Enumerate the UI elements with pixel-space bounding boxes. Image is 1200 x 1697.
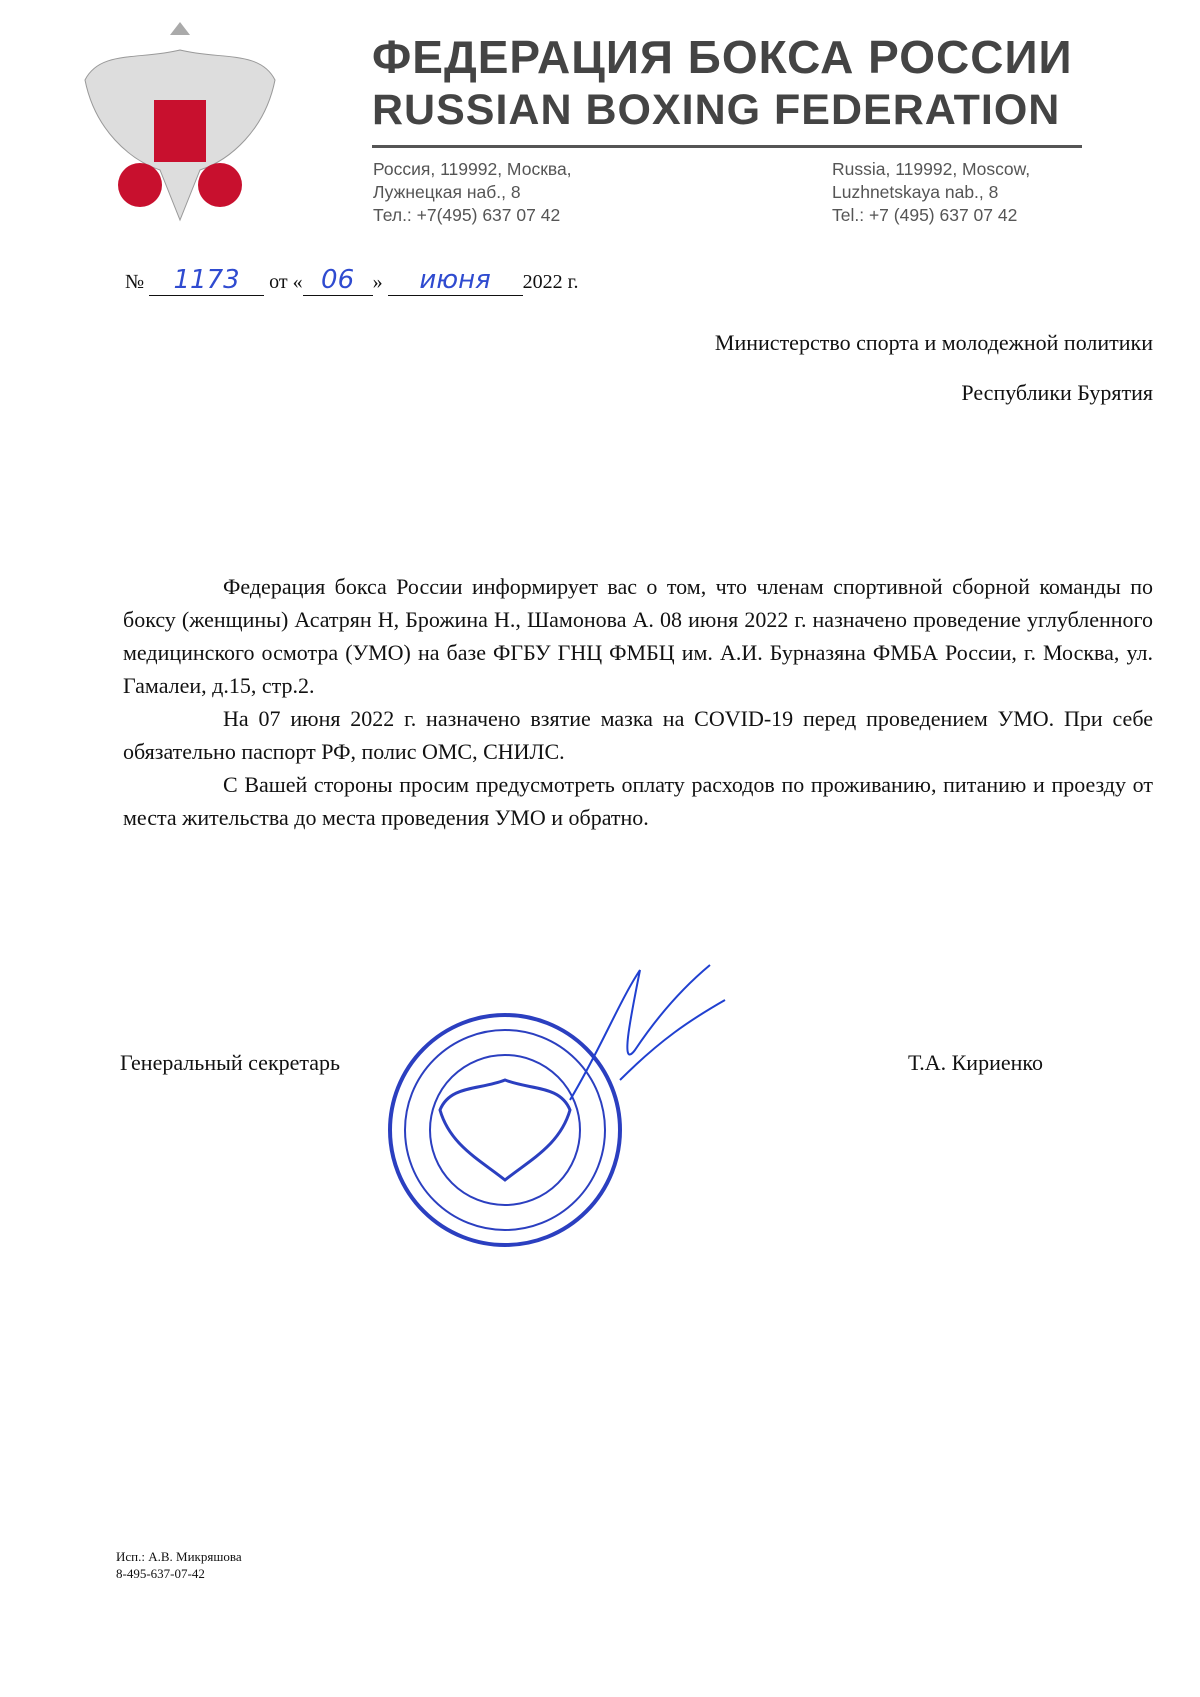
signatory-name: Т.А. Кириенко [908, 1050, 1043, 1075]
reference-line [125, 265, 579, 296]
letter-body [123, 570, 1153, 834]
paragraph: С Вашей стороны просим предусмотреть оплату расходов по проживанию, питанию и проезду от места жительства до места проведения УМО и обратно. [123, 772, 1153, 830]
executor-phone: 8-495-637-07-42 [116, 1566, 205, 1581]
executor-info [116, 1548, 242, 1582]
address-ru [373, 158, 572, 227]
quote-close: » [372, 271, 383, 293]
emblem-logo [80, 20, 280, 230]
document-number: 1173 [149, 265, 264, 296]
address-line: Russia, 119992, Moscow, [832, 159, 1031, 179]
date-month: июня [388, 265, 523, 296]
date-day: 06 [303, 265, 373, 296]
paragraph: На 07 июня 2022 г. назначено взятие мазка на COVID-19 перед проведением УМО. При себе обязательно паспорт РФ, полис ОМС, СНИЛС. [123, 706, 1153, 764]
date-label: от « [269, 271, 303, 293]
executor-name: Исп.: А.В. Микряшова [116, 1549, 242, 1564]
address-line: Лужнецкая наб., 8 [373, 182, 521, 202]
number-label: № [125, 271, 145, 293]
address-line: Luzhnetskaya nab., 8 [832, 182, 999, 202]
paragraph: Федерация бокса России информирует вас о том, что членам спортивной сборной команды по боксу (женщины) Асатрян Н, Брожина Н., Шамонова А. 08 июня 2022 г. назначено проведение углубленного медицинского осмотра (УМО) на базе ФГБУ ГНЦ ФМБЦ им. А.И. Бурназяна ФМБА России, г. Москва, ул. Гамалеи, д.15, стр.2. [123, 574, 1153, 698]
phone-line: Тел.: +7(495) 637 07 42 [373, 205, 561, 225]
handwritten-signature [560, 960, 730, 1110]
phone-line: Tel.: +7 (495) 637 07 42 [832, 205, 1018, 225]
address-en [832, 158, 1030, 227]
org-title-en: RUSSIAN BOXING FEDERATION [372, 86, 1061, 134]
date-year: 2022 г. [522, 271, 579, 293]
address-line: Россия, 119992, Москва, [373, 159, 572, 179]
addressee-line-1: Министерство спорта и молодежной политики [714, 330, 1153, 355]
org-title-ru: ФЕДЕРАЦИЯ БОКСА РОССИИ [372, 31, 1073, 83]
addressee-line-2: Республики Бурятия [961, 380, 1153, 405]
header-divider [372, 145, 1082, 148]
signatory-position: Генеральный секретарь [120, 1050, 341, 1075]
